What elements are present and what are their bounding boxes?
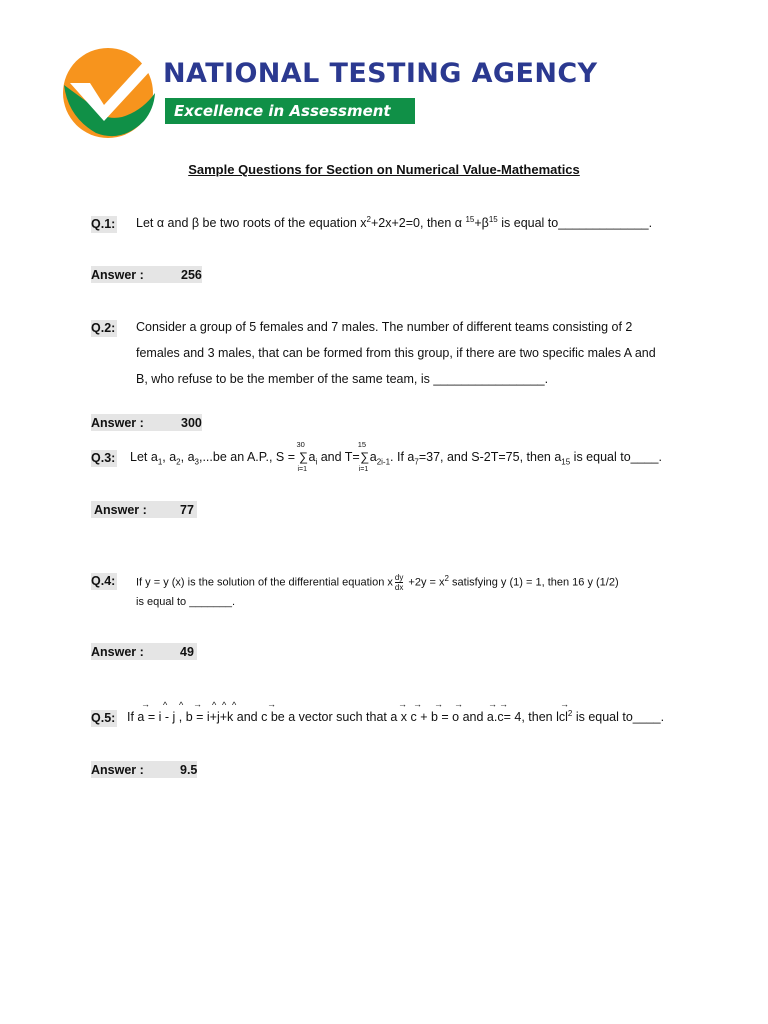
document-title: Sample Questions for Section on Numerical Value-Mathematics	[188, 162, 580, 177]
question-text: Consider a group of 5 females and 7 males. The number of different teams consisting of 2 females and 3 males, that can be formed from this group, if there are two specific males A and B, who refuse to be the member of the same team, is ________________.	[136, 320, 656, 386]
question-text: Let α and β be two roots of the equation $x^2+2x+2=0$, then α $^{15}+\beta^{15}$ is equal to_____________.	[136, 214, 653, 230]
question-label: Q.1:	[91, 217, 116, 231]
answer-row	[91, 501, 197, 518]
org-name: NATIONAL TESTING AGENCY	[163, 58, 598, 89]
answer-value: 300	[181, 415, 202, 430]
question-label: Q.2:	[91, 321, 116, 335]
tagline-banner	[165, 98, 415, 124]
question-text-continued: is equal to _______.	[136, 596, 236, 608]
question-label: Q.4:	[91, 574, 116, 588]
answer-value: 9.5	[180, 762, 198, 777]
unit-hat-icon: ^	[179, 700, 184, 710]
answer-row	[91, 414, 202, 431]
tagline: Excellence in Assessment	[174, 102, 391, 120]
vector-arrow-icon: →	[193, 699, 202, 709]
unit-hat-icon: ^	[163, 700, 168, 710]
unit-hat-icon: ^	[212, 700, 217, 710]
summation-symbol: 15 ∑ i=1	[357, 440, 370, 473]
nta-logo-icon	[60, 47, 156, 139]
answer-value: 77	[180, 502, 194, 517]
vector-arrow-icon: →	[434, 699, 443, 709]
unit-hat-icon: ^	[232, 700, 237, 710]
answer-row	[91, 266, 202, 283]
vector-arrow-icon: →	[413, 699, 422, 709]
vector-arrow-icon: →	[454, 699, 463, 709]
answer-row	[91, 761, 197, 778]
question-text: If a = i - j , b = i+j+k and c be a vector such that a x c + b = o and a.c= 4, then lcl$^2$ is equal to____.	[127, 708, 665, 724]
answer-value: 49	[180, 644, 194, 659]
answer-label: Answer :	[91, 762, 144, 777]
vector-arrow-icon: →	[499, 699, 508, 709]
summation-symbol: 30 ∑ i=1	[296, 440, 308, 473]
unit-hat-icon: ^	[222, 700, 227, 710]
question-text: If y = y (x) is the solution of the differential equation x $\frac{dy}{dx}$ $+2y = x^2$ satisfying y (1) = 1, then 16 y (1/2)	[136, 573, 619, 592]
answer-row	[91, 643, 197, 660]
question-label: Q.5:	[91, 711, 116, 725]
answer-label: Answer :	[91, 415, 144, 430]
fraction-dy-dx: $\frac{dy}{dx}$	[394, 573, 404, 592]
answer-label: Answer :	[91, 267, 144, 282]
question-label: Q.3:	[91, 451, 116, 465]
answer-label: Answer :	[94, 502, 147, 517]
answer-label: Answer :	[91, 644, 144, 659]
answer-value: 256	[181, 267, 202, 282]
question-text: Let $a_1$, $a_2$, $a_3,...be$ an A.P., S = 30 ∑ i=1 $a_i$ and T= 15 ∑ i=1 $a_{2i-1}$. If $a_7=37$, and S-2T=75, then $a_{15}$ is equal to____.	[130, 440, 662, 473]
vector-arrow-icon: →	[141, 699, 150, 709]
vector-arrow-icon: →	[560, 699, 569, 709]
vector-arrow-icon: →	[488, 699, 497, 709]
vector-arrow-icon: →	[398, 699, 407, 709]
vector-arrow-icon: →	[267, 699, 276, 709]
